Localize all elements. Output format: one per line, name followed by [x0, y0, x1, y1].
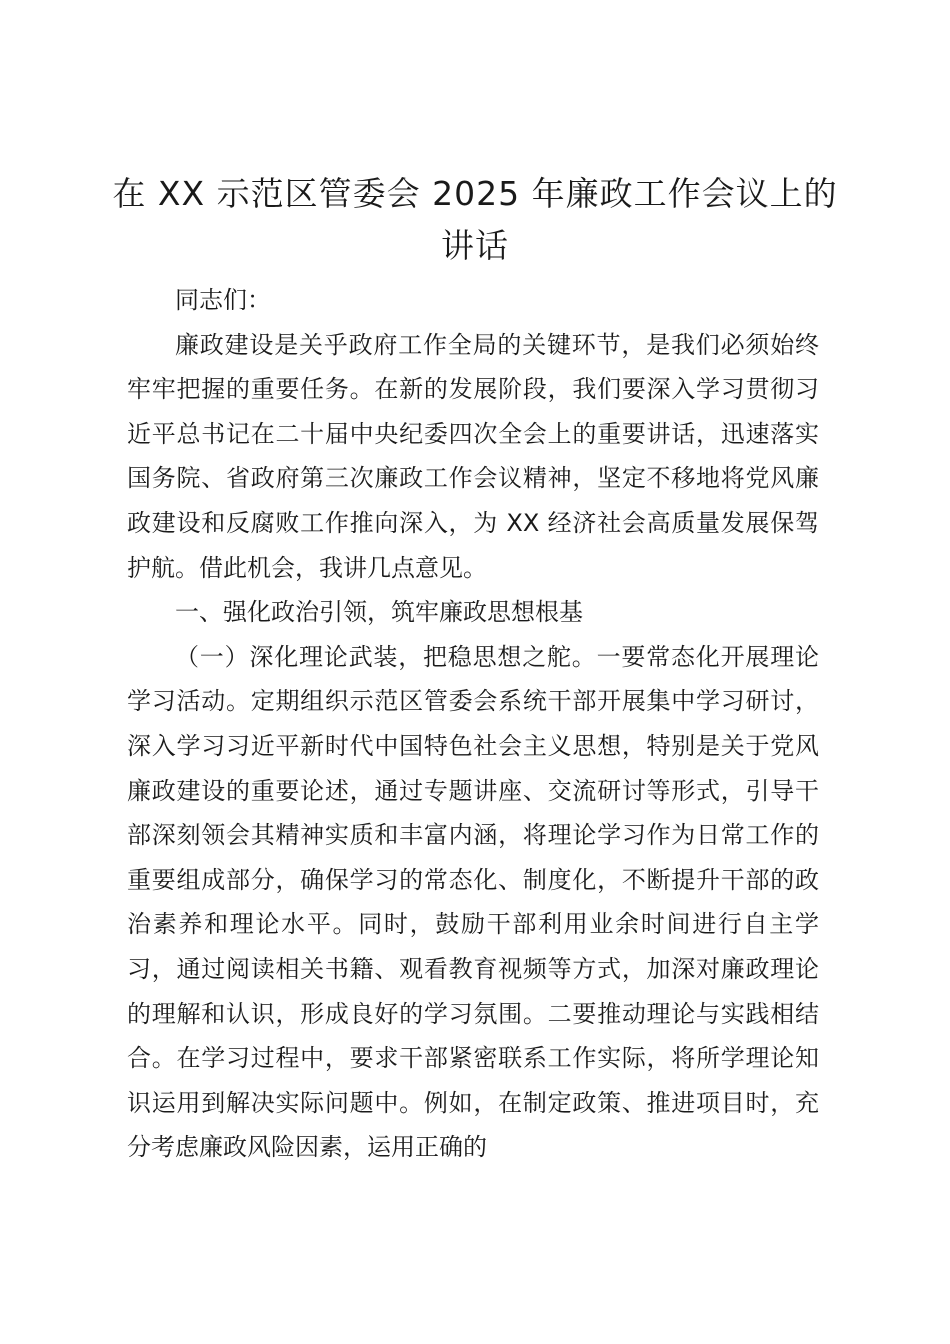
section-heading-1: 一、强化政治引领，筑牢廉政思想根基: [175, 598, 583, 627]
document-body: [127, 278, 819, 1170]
paragraph-section-1-1: （一）深化理论武装，把稳思想之舵。一要常态化开展理论学习活动。定期组织示范区管委会系统干部开展集中学习研讨，深入学习习近平新时代中国特色社会主义思想，特别是关于党风廉政建设的重要论述，通过专题讲座、交流研讨等形式，引导干部深刻领会其精神实质和丰富内涵，将理论学习作为日常工作的重要组成部分，确保学习的常态化、制度化，不断提升干部的政治素养和理论水平。同时，鼓励干部利用业余时间进行自主学习，通过阅读相关书籍、观看教育视频等方式，加深对廉政理论的理解和认识，形成良好的学习氛围。二要推动理论与实践相结合。在学习过程中，要求干部紧密联系工作实际，将所学理论知识运用到解决实际问题中。例如，在制定政策、推进项目时，充分考虑廉政风险因素，运用正确的: [127, 642, 819, 1162]
paragraph-intro: 廉政建设是关乎政府工作全局的关键环节，是我们必须始终牢牢把握的重要任务。在新的发展阶段，我们要深入学习贯彻习近平总书记在二十届中央纪委四次全会上的重要讲话，迅速落实国务院、省政府第三次廉政工作会议精神，坚定不移地将党风廉政建设和反腐败工作推向深入，为 XX 经济社会高质量发展保驾护航。借此机会，我讲几点意见。: [127, 330, 819, 582]
salutation: 同志们：: [175, 286, 271, 314]
document-title: 在 XX 示范区管委会 2025 年廉政工作会议上的讲话: [112, 174, 838, 265]
